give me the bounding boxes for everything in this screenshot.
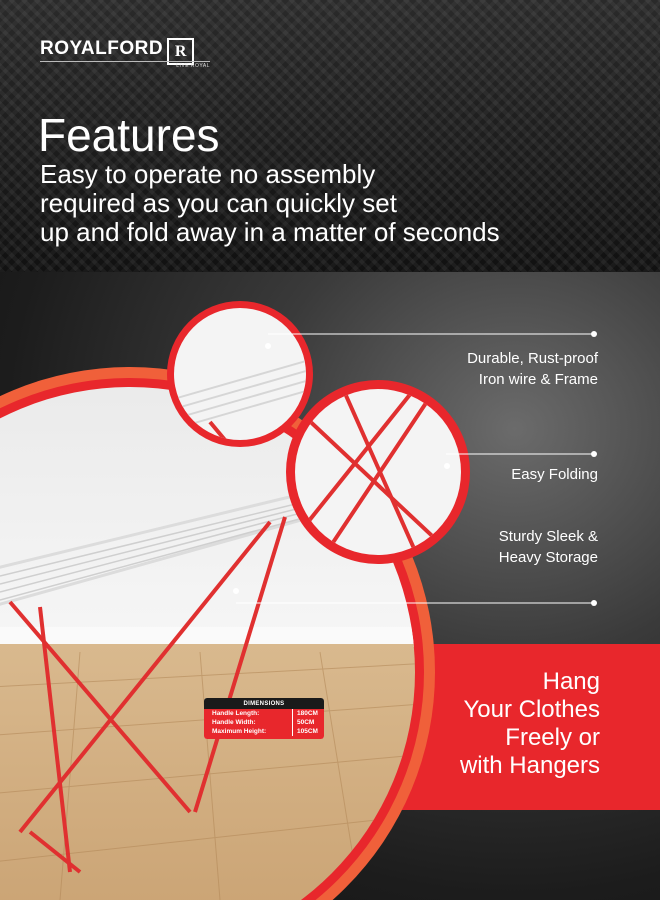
feature-easy-folding: Easy Folding xyxy=(511,466,598,483)
brand-tagline: LIVE ROYAL xyxy=(176,63,210,69)
dimensions-row: Handle Length: 180CM xyxy=(204,709,324,718)
dimensions-table xyxy=(204,698,324,739)
callout-text: Hang Your Clothes Freely or with Hangers xyxy=(459,668,600,779)
royalford-logo xyxy=(40,38,210,69)
feature-rust-proof: Durable, Rust-proof Iron wire & Frame xyxy=(467,350,598,388)
header-section xyxy=(0,0,660,272)
dimensions-row: Maximum Height: 105CM xyxy=(204,727,324,739)
product-section xyxy=(0,272,660,900)
feature-sturdy: Sturdy Sleek & Heavy Storage xyxy=(498,528,598,566)
brand-name: ROYALFORD xyxy=(40,38,164,59)
brand-mark-icon: R xyxy=(167,38,194,65)
dimensions-row: Handle Width: 50CM xyxy=(204,718,324,727)
page-title: Features xyxy=(38,109,220,161)
page-subtitle: Easy to operate no assembly required as you can quickly set up and fold away in a matter of seconds xyxy=(40,159,500,247)
dimensions-heading: DIMENSIONS xyxy=(204,698,324,709)
